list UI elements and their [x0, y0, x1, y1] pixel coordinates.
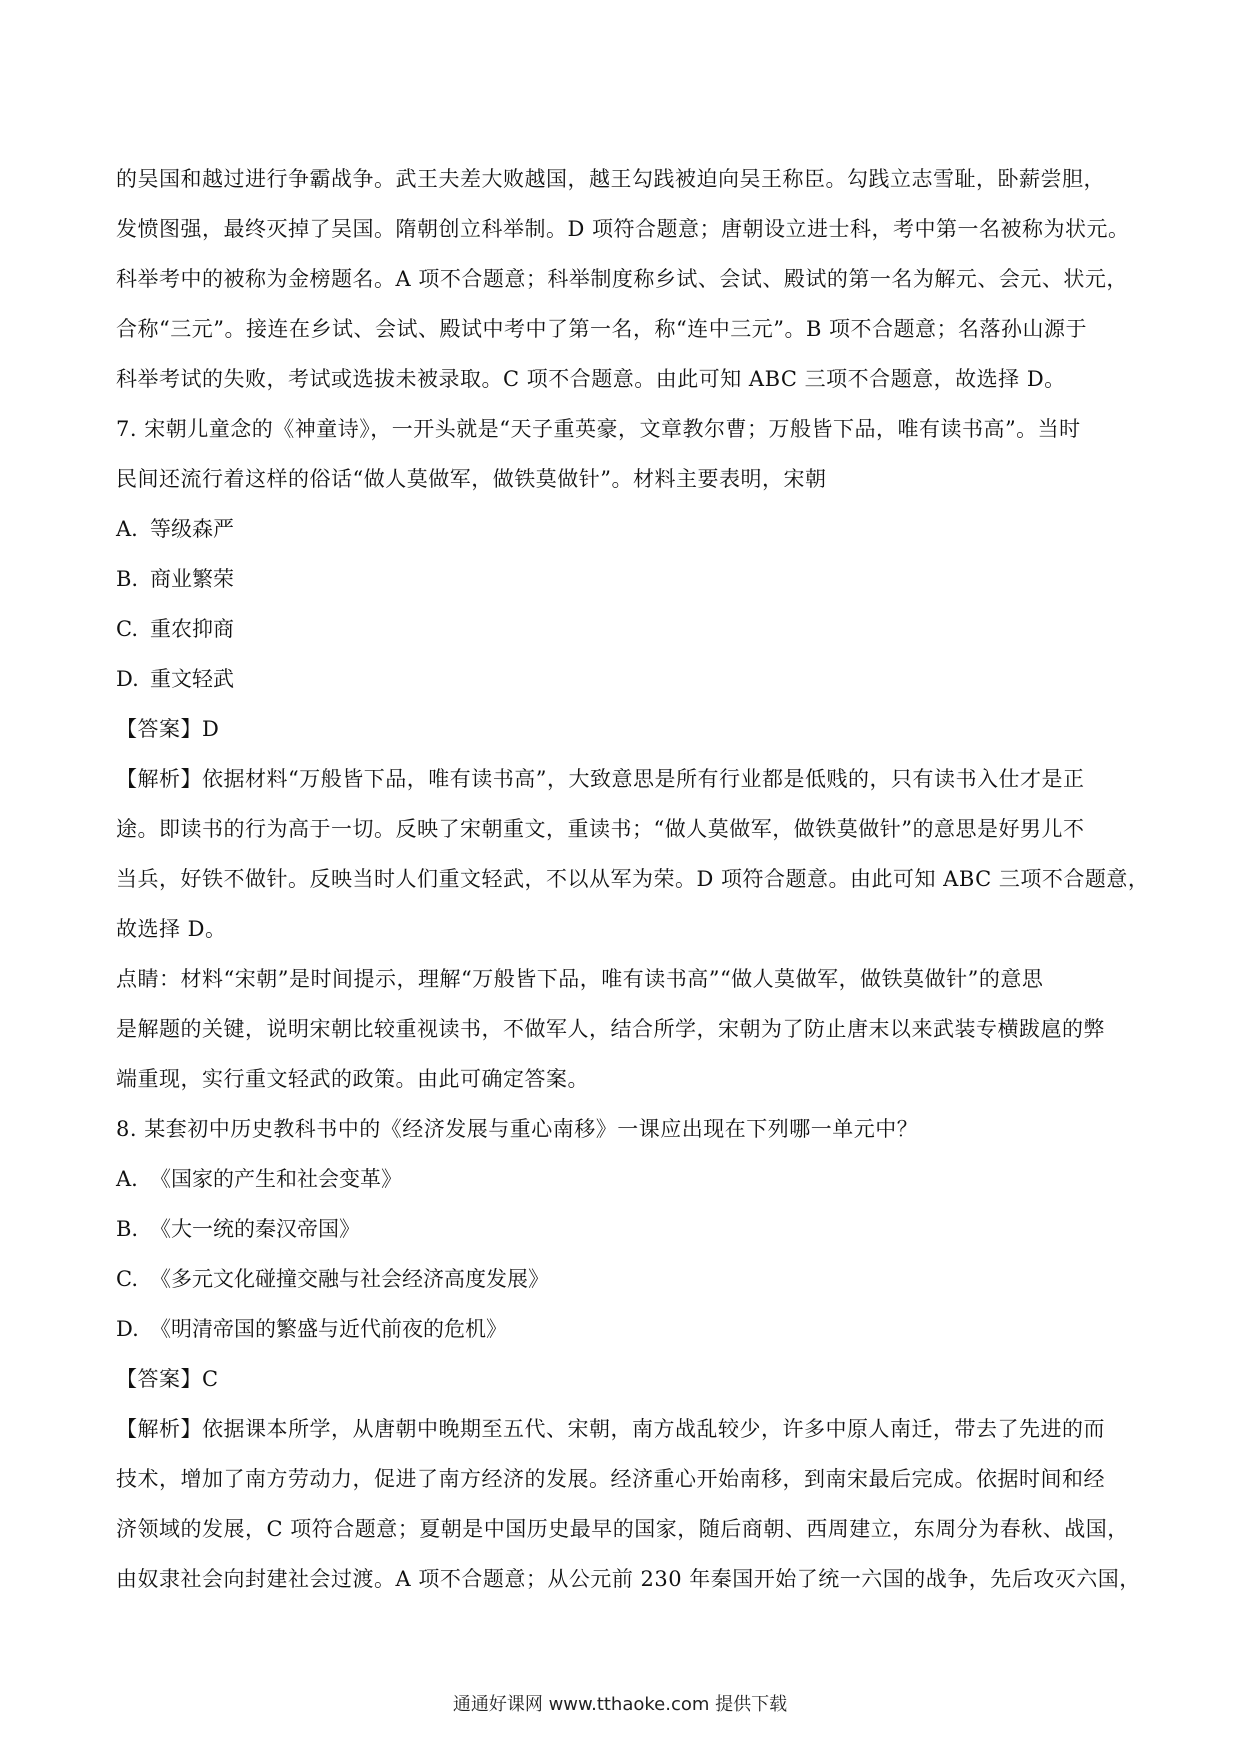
option-text: 《明清帝国的繁盛与近代前夜的危机》 — [150, 1317, 507, 1341]
option-letter: D. — [116, 1317, 139, 1341]
answer: 【答案】D — [116, 717, 220, 741]
option-c — [116, 1254, 1126, 1304]
option-letter: B. — [116, 567, 139, 591]
analysis-line: 由奴隶社会向封建社会过渡。A 项不合题意；从公元前 230 年秦国开始了统一六国的战争，先后攻灭六国， — [116, 1567, 1141, 1591]
text-line: 科举考中的被称为金榜题名。A 项不合题意；科举制度称乡试、会试、殿试的第一名为解元、会元、状元， — [116, 267, 1128, 291]
option-b — [116, 554, 1126, 604]
tip-line: 点睛：材料“宋朝”是时间提示，理解“万般皆下品，唯有读书高”“做人莫做军，做铁莫做针”的意思 — [116, 967, 1044, 991]
option-text: 《国家的产生和社会变革》 — [150, 1167, 402, 1191]
analysis-line: 故选择 D。 — [116, 917, 227, 941]
question-stem: 民间还流行着这样的俗话“做人莫做军，做铁莫做针”。材料主要表明，宋朝 — [116, 467, 827, 491]
prev-analysis-continuation — [116, 154, 1130, 404]
answer: 【答案】C — [116, 1367, 219, 1391]
text-line: 科举考试的失败，考试或选拔未被录取。C 项不合题意。由此可知 ABC 三项不合题意，故选择 D。 — [116, 367, 1066, 391]
analysis-line: 途。即读书的行为高于一切。反映了宋朝重文，重读书；“做人莫做军，做铁莫做针”的意思是好男儿不 — [116, 817, 1085, 841]
analysis-line: 【解析】依据课本所学，从唐朝中晚期至五代、宋朝，南方战乱较少，许多中原人南迁，带去了先进的而 — [116, 1417, 1105, 1441]
option-c — [116, 604, 1126, 654]
option-letter: A. — [116, 517, 138, 541]
option-letter: A. — [116, 1167, 138, 1191]
question-8 — [116, 1104, 1141, 1604]
option-letter: D. — [116, 667, 139, 691]
analysis-line: 技术，增加了南方劳动力，促进了南方经济的发展。经济重心开始南移，到南宋最后完成。依据时间和经 — [116, 1467, 1105, 1491]
option-text: 重农抑商 — [150, 617, 234, 641]
option-text: 商业繁荣 — [150, 567, 234, 591]
analysis-line: 【解析】依据材料“万般皆下品，唯有读书高”，大致意思是所有行业都是低贱的，只有读书入仕才是正 — [116, 767, 1085, 791]
option-a — [116, 504, 1126, 554]
option-text: 重文轻武 — [150, 667, 234, 691]
option-letter: B. — [116, 1217, 139, 1241]
tip-line: 是解题的关键，说明宋朝比较重视读书，不做军人，结合所学，宋朝为了防止唐末以来武装专横跋扈的弊 — [116, 1017, 1105, 1041]
question-7 — [116, 404, 1150, 1104]
option-letter: C. — [116, 1267, 138, 1291]
option-d — [116, 654, 1126, 704]
option-b — [116, 1204, 1126, 1254]
question-stem: 7. 宋朝儿童念的《神童诗》，一开头就是“天子重英豪，文章教尔曹；万般皆下品，唯有读书高”。当时 — [116, 417, 1081, 441]
option-text: 《多元文化碰撞交融与社会经济高度发展》 — [150, 1267, 549, 1291]
option-text: 《大一统的秦汉帝国》 — [150, 1217, 360, 1241]
question-stem: 8. 某套初中历史教科书中的《经济发展与重心南移》一课应出现在下列哪一单元中？ — [116, 1117, 919, 1141]
analysis-line: 当兵，好铁不做针。反映当时人们重文轻武，不以从军为荣。D 项符合题意。由此可知 ABC 三项不合题意， — [116, 867, 1150, 891]
option-d — [116, 1304, 1126, 1354]
text-line: 的吴国和越过进行争霸战争。武王夫差大败越国，越王勾践被迫向吴王称臣。勾践立志雪耻，卧薪尝胆， — [116, 167, 1105, 191]
option-a — [116, 1154, 1126, 1204]
analysis-line: 济领域的发展，C 项符合题意；夏朝是中国历史最早的国家，随后商朝、西周建立，东周分为春秋、战国， — [116, 1517, 1129, 1541]
option-text: 等级森严 — [150, 517, 234, 541]
text-line: 发愤图强，最终灭掉了吴国。隋朝创立科举制。D 项符合题意；唐朝设立进士科，考中第一名被称为状元。 — [116, 217, 1130, 241]
option-letter: C. — [116, 617, 138, 641]
page-footer: 通通好课网 www.tthaoke.com 提供下载 — [452, 1694, 788, 1715]
text-line: 合称“三元”。接连在乡试、会试、殿试中考中了第一名，称“连中三元”。B 项不合题意；名落孙山源于 — [116, 317, 1088, 341]
page-content — [116, 154, 1150, 1604]
tip-line: 端重现，实行重文轻武的政策。由此可确定答案。 — [116, 1067, 589, 1091]
